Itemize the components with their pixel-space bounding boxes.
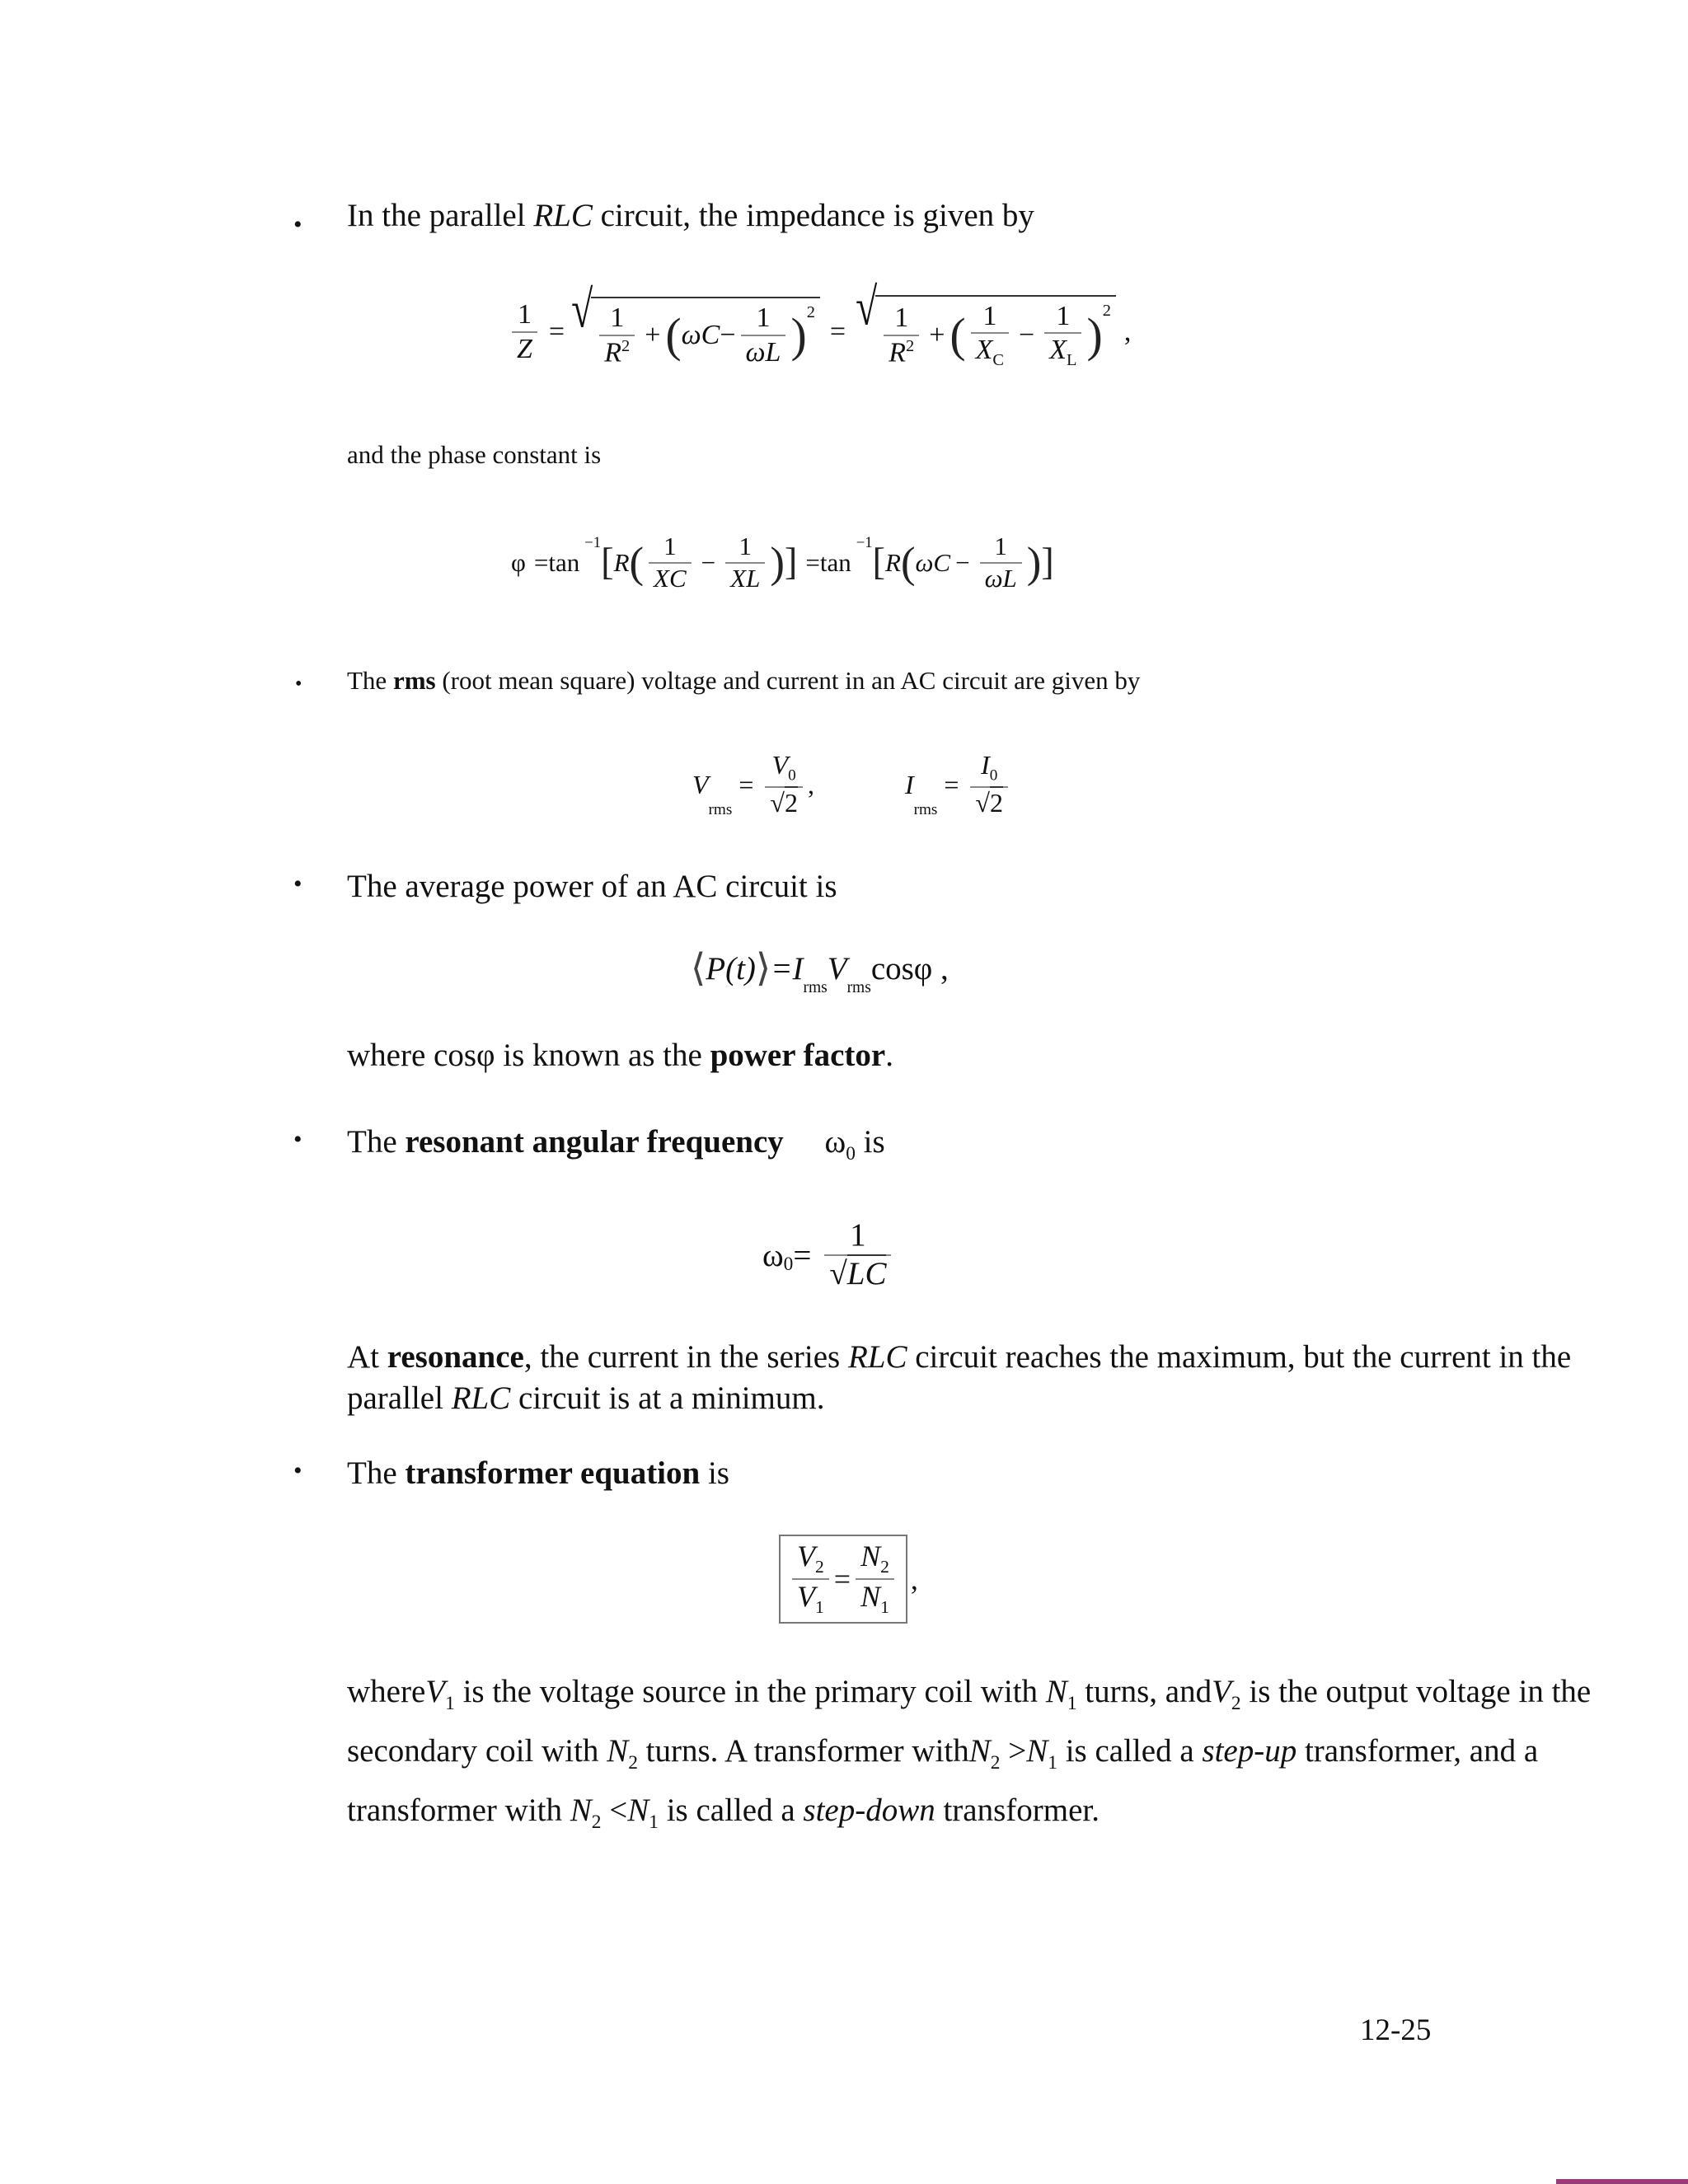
sqrt-term-2: √ $\frac{1}{R^2}$ + ( $\frac{1}{X_C}$ − $\frac{1}{X_L}$ ) $^2$ — [856, 295, 1116, 370]
bullet: • — [293, 1126, 302, 1153]
text: circuit, the impedance is given by — [592, 198, 1034, 233]
rms-equations: V rms = $\frac{V_0}{√2}$ , I rms = $\frac{I_0}{√2}$ — [692, 735, 1013, 834]
transformer-intro: The transformer equation is — [347, 1455, 729, 1491]
resonance-term: resonance — [387, 1339, 524, 1375]
page-number: 12-25 — [1360, 2013, 1432, 2047]
power-intro: The average power of an AC circuit is — [347, 869, 837, 904]
transformer-equation-term: transformer equation — [405, 1455, 701, 1491]
resonance-equation: ω $_0$ = $\frac{1}{√LC}$ — [762, 1210, 896, 1301]
power-factor-term: power factor — [710, 1038, 886, 1073]
impedance-intro — [347, 196, 1034, 236]
bullet: • — [293, 211, 302, 238]
rlc-term: RLC — [533, 198, 593, 233]
rms-term: rms — [392, 666, 436, 695]
page-accent-bar — [1556, 2179, 1688, 2184]
text: In the parallel — [347, 198, 534, 233]
power-equation: ⟨ P(t) ⟩ =I $_{rms}$ V $_{rms}$ cosφ , — [691, 947, 949, 996]
bullet: • — [293, 870, 302, 898]
power-factor-text: where cosφ is known as the power factor. — [347, 1038, 893, 1073]
resonant-frequency-term: resonant angular frequency — [405, 1124, 784, 1160]
transformer-equation-box: $\frac{V_2}{V_1}$ = $\frac{N_2}{N_1}$ — [779, 1535, 907, 1624]
transformer-paragraph: whereV$_1$ is the voltage source in the primary coil with $N_1$ turns, andV$_2$ is the output voltage in the secondary coil with $N_2$ turns. A transformer withN$_2$ $>N_1$ is called a step-up transformer, and a transformer with $N_2 <N_1$ is called a step-down transformer. — [347, 1674, 1592, 1833]
transformer-equation: $\frac{V_2}{V_1}$ = $\frac{N_2}{N_1}$ , — [779, 1530, 918, 1629]
phase-intro: and the phase constant is — [347, 440, 602, 469]
rms-intro: The rms (root mean square) voltage and current in an AC circuit are given by — [347, 666, 1141, 695]
resonance-intro: The resonant angular frequency $\omega_0$ is — [347, 1124, 885, 1165]
bullet: • — [295, 673, 302, 695]
resonance-paragraph: At resonance, the current in the series RLC circuit reaches the maximum, but the current in the parallel RLC circuit is at a minimum. — [347, 1339, 1572, 1416]
phase-equation: φ =tan $^{-1}$ [ R ( $\frac{1}{XC}$ − $\frac{1}{XL}$ ) ] =tan $^{-1}$ [ R ( ωC − $\frac{1}{\omega L}$ ) ] — [511, 532, 1054, 593]
bullet: • — [293, 1457, 302, 1484]
impedance-equation: $\frac{1}{Z}$ = √ $\frac{1}{R^2}$ + ( ωC − $\frac{1}{\omega L}$ ) $^2$ = √ $\frac{1}{R^2}$ + ( $\frac{1}{X_C}$ − $\frac{1}{X_L}$ ) $^2$ , — [507, 262, 1131, 402]
one-over-z: $\frac{1}{Z}$ — [512, 300, 537, 363]
sqrt-term-1: √ $\frac{1}{R^2}$ + ( ωC − $\frac{1}{\omega L}$ ) $^2$ — [571, 297, 820, 368]
